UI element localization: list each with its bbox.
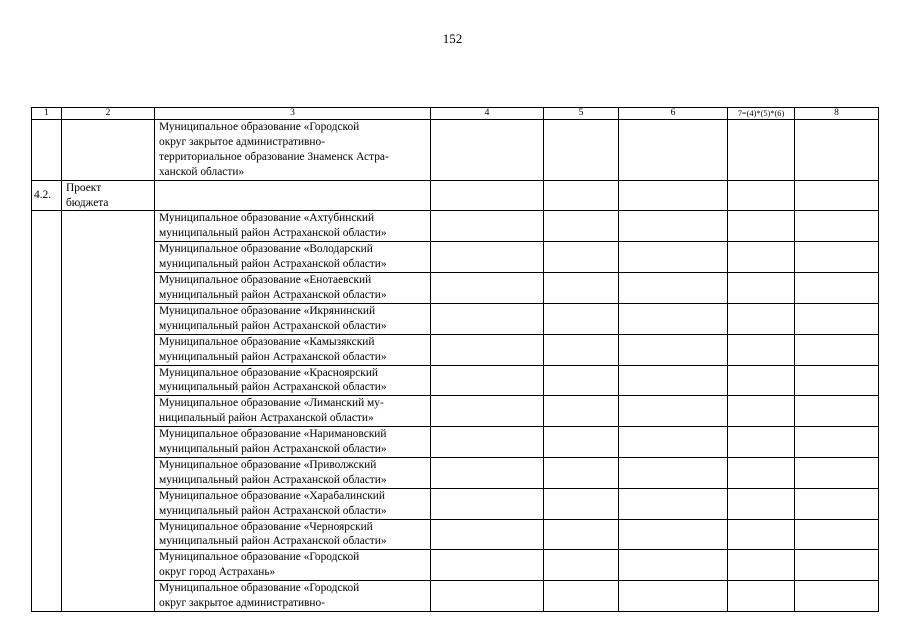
value-cell-8 xyxy=(795,396,879,427)
value-cell-4 xyxy=(431,457,544,488)
value-cell-7 xyxy=(728,120,795,181)
value-cell-6 xyxy=(619,334,728,365)
value-cell-6 xyxy=(619,211,728,242)
municipality-name-cell xyxy=(155,180,431,211)
municipality-name-cell xyxy=(155,242,431,273)
value-cell-5 xyxy=(544,519,619,550)
value-cell-4 xyxy=(431,273,544,304)
value-cell-4 xyxy=(431,120,544,181)
value-cell-4 xyxy=(431,427,544,458)
value-cell-8 xyxy=(795,457,879,488)
header-row xyxy=(32,108,879,120)
municipality-name-cell xyxy=(155,334,431,365)
name-line: округ закрытое административно- xyxy=(159,597,326,610)
table-row xyxy=(32,273,879,304)
value-cell-4 xyxy=(431,303,544,334)
section-title-cell xyxy=(62,180,155,211)
value-cell-8 xyxy=(795,550,879,581)
table-row xyxy=(32,488,879,519)
table-row xyxy=(32,581,879,612)
municipality-name-cell xyxy=(155,581,431,612)
value-cell-6 xyxy=(619,365,728,396)
value-cell-4 xyxy=(431,180,544,211)
value-cell-7 xyxy=(728,457,795,488)
section-row xyxy=(32,180,879,211)
name-line: округ закрытое административно- xyxy=(159,135,326,148)
value-cell-4 xyxy=(431,581,544,612)
municipality-name-cell xyxy=(155,396,431,427)
column-header-1: 1 xyxy=(32,108,62,120)
section-number: 4.2. xyxy=(32,180,62,211)
column-header-2: 2 xyxy=(62,108,155,120)
value-cell-7 xyxy=(728,303,795,334)
column-header-8: 8 xyxy=(795,108,879,120)
value-cell-6 xyxy=(619,457,728,488)
value-cell-7 xyxy=(728,334,795,365)
value-cell-4 xyxy=(431,519,544,550)
value-cell-6 xyxy=(619,180,728,211)
value-cell-4 xyxy=(431,365,544,396)
value-cell-8 xyxy=(795,211,879,242)
municipality-name-cell xyxy=(155,519,431,550)
municipality-name-cell xyxy=(155,550,431,581)
name-line: Муниципальное образование «Камызякский xyxy=(159,335,375,348)
value-cell-4 xyxy=(431,242,544,273)
budget-table xyxy=(31,107,879,612)
value-cell-8 xyxy=(795,519,879,550)
table-row xyxy=(32,457,879,488)
value-cell-6 xyxy=(619,550,728,581)
value-cell-8 xyxy=(795,303,879,334)
value-cell-8 xyxy=(795,427,879,458)
municipality-name-cell xyxy=(155,488,431,519)
value-cell-5 xyxy=(544,334,619,365)
name-line: муниципальный район Астраханской области» xyxy=(159,535,387,548)
name-line: Муниципальное образование «Черноярский xyxy=(159,520,373,533)
name-line: муниципальный район Астраханской области» xyxy=(159,227,387,240)
municipality-name-cell xyxy=(155,427,431,458)
section-title-line: бюджета xyxy=(66,196,109,209)
name-line: Муниципальное образование «Городской xyxy=(159,582,360,595)
table-row xyxy=(32,427,879,458)
value-cell-7 xyxy=(728,273,795,304)
table-row xyxy=(32,519,879,550)
value-cell-5 xyxy=(544,303,619,334)
table-row xyxy=(32,303,879,334)
value-cell-5 xyxy=(544,488,619,519)
value-cell-6 xyxy=(619,427,728,458)
value-cell-8 xyxy=(795,334,879,365)
value-cell-5 xyxy=(544,457,619,488)
name-line: Муниципальное образование «Красноярский xyxy=(159,366,379,379)
value-cell-5 xyxy=(544,427,619,458)
column-header-6: 6 xyxy=(619,108,728,120)
table-row xyxy=(32,396,879,427)
name-line: муниципальный район Астраханской области» xyxy=(159,350,387,363)
value-cell-7 xyxy=(728,488,795,519)
value-cell-6 xyxy=(619,396,728,427)
column-header-7: 7=(4)*(5)*(6) xyxy=(728,108,795,120)
value-cell-5 xyxy=(544,242,619,273)
value-cell-6 xyxy=(619,120,728,181)
row-number-cell xyxy=(32,120,62,181)
name-line: Муниципальное образование «Икрянинский xyxy=(159,304,376,317)
municipality-name-cell xyxy=(155,303,431,334)
municipality-name-cell xyxy=(155,273,431,304)
municipality-name-cell xyxy=(155,120,431,181)
value-cell-5 xyxy=(544,396,619,427)
name-line: Муниципальное образование «Володарский xyxy=(159,243,373,256)
name-line: муниципальный район Астраханской области» xyxy=(159,504,387,517)
name-line: Муниципальное образование «Приволжский xyxy=(159,458,377,471)
value-cell-5 xyxy=(544,550,619,581)
municipality-name-cell xyxy=(155,457,431,488)
value-cell-7 xyxy=(728,242,795,273)
value-cell-5 xyxy=(544,211,619,242)
name-line: территориальное образование Знаменск Астра- xyxy=(159,150,389,163)
value-cell-5 xyxy=(544,365,619,396)
table-row xyxy=(32,211,879,242)
name-line: Муниципальное образование «Городской xyxy=(159,551,360,564)
name-line: ханской области» xyxy=(159,165,245,178)
value-cell-7 xyxy=(728,519,795,550)
value-cell-8 xyxy=(795,581,879,612)
name-line: муниципальный район Астраханской области» xyxy=(159,319,387,332)
column-header-4: 4 xyxy=(431,108,544,120)
column-header-3: 3 xyxy=(155,108,431,120)
column-header-5: 5 xyxy=(544,108,619,120)
value-cell-5 xyxy=(544,581,619,612)
name-line: округ город Астрахань» xyxy=(159,566,276,579)
value-cell-8 xyxy=(795,488,879,519)
name-line: Муниципальное образование «Ахтубинский xyxy=(159,212,375,225)
value-cell-7 xyxy=(728,180,795,211)
name-line: Муниципальное образование «Харабалинский xyxy=(159,489,385,502)
value-cell-6 xyxy=(619,303,728,334)
value-cell-7 xyxy=(728,550,795,581)
value-cell-4 xyxy=(431,396,544,427)
value-cell-6 xyxy=(619,581,728,612)
table-row xyxy=(32,550,879,581)
value-cell-7 xyxy=(728,211,795,242)
name-line: муниципальный район Астраханской области» xyxy=(159,258,387,271)
value-cell-4 xyxy=(431,488,544,519)
name-line: Муниципальное образование «Наримановский xyxy=(159,428,387,441)
value-cell-4 xyxy=(431,211,544,242)
row-number-cell xyxy=(32,211,62,612)
table-row xyxy=(32,242,879,273)
value-cell-8 xyxy=(795,242,879,273)
value-cell-8 xyxy=(795,365,879,396)
value-cell-5 xyxy=(544,180,619,211)
name-line: муниципальный район Астраханской области» xyxy=(159,288,387,301)
name-line: муниципальный район Астраханской области» xyxy=(159,381,387,394)
table-row-continued xyxy=(32,120,879,181)
name-line: муниципальный район Астраханской области» xyxy=(159,473,387,486)
name-line: Муниципальное образование «Городской xyxy=(159,121,360,133)
value-cell-7 xyxy=(728,427,795,458)
value-cell-4 xyxy=(431,550,544,581)
table-row xyxy=(32,365,879,396)
value-cell-8 xyxy=(795,273,879,304)
value-cell-8 xyxy=(795,120,879,181)
municipality-name-cell xyxy=(155,211,431,242)
indicator-cell xyxy=(62,120,155,181)
value-cell-6 xyxy=(619,242,728,273)
municipality-name-cell xyxy=(155,365,431,396)
value-cell-6 xyxy=(619,519,728,550)
page-number: 152 xyxy=(442,31,463,46)
value-cell-8 xyxy=(795,180,879,211)
value-cell-4 xyxy=(431,334,544,365)
name-line: муниципальный район Астраханской области» xyxy=(159,443,387,456)
value-cell-5 xyxy=(544,120,619,181)
indicator-cell xyxy=(62,211,155,612)
name-line: Муниципальное образование «Енотаевский xyxy=(159,274,372,287)
section-title-line: Проект xyxy=(66,181,102,194)
value-cell-6 xyxy=(619,273,728,304)
value-cell-7 xyxy=(728,581,795,612)
value-cell-5 xyxy=(544,273,619,304)
table-row xyxy=(32,334,879,365)
value-cell-7 xyxy=(728,396,795,427)
name-line: Муниципальное образование «Лиманский му- xyxy=(159,397,384,410)
value-cell-6 xyxy=(619,488,728,519)
name-line: ниципальный район Астраханской области» xyxy=(159,412,374,425)
value-cell-7 xyxy=(728,365,795,396)
